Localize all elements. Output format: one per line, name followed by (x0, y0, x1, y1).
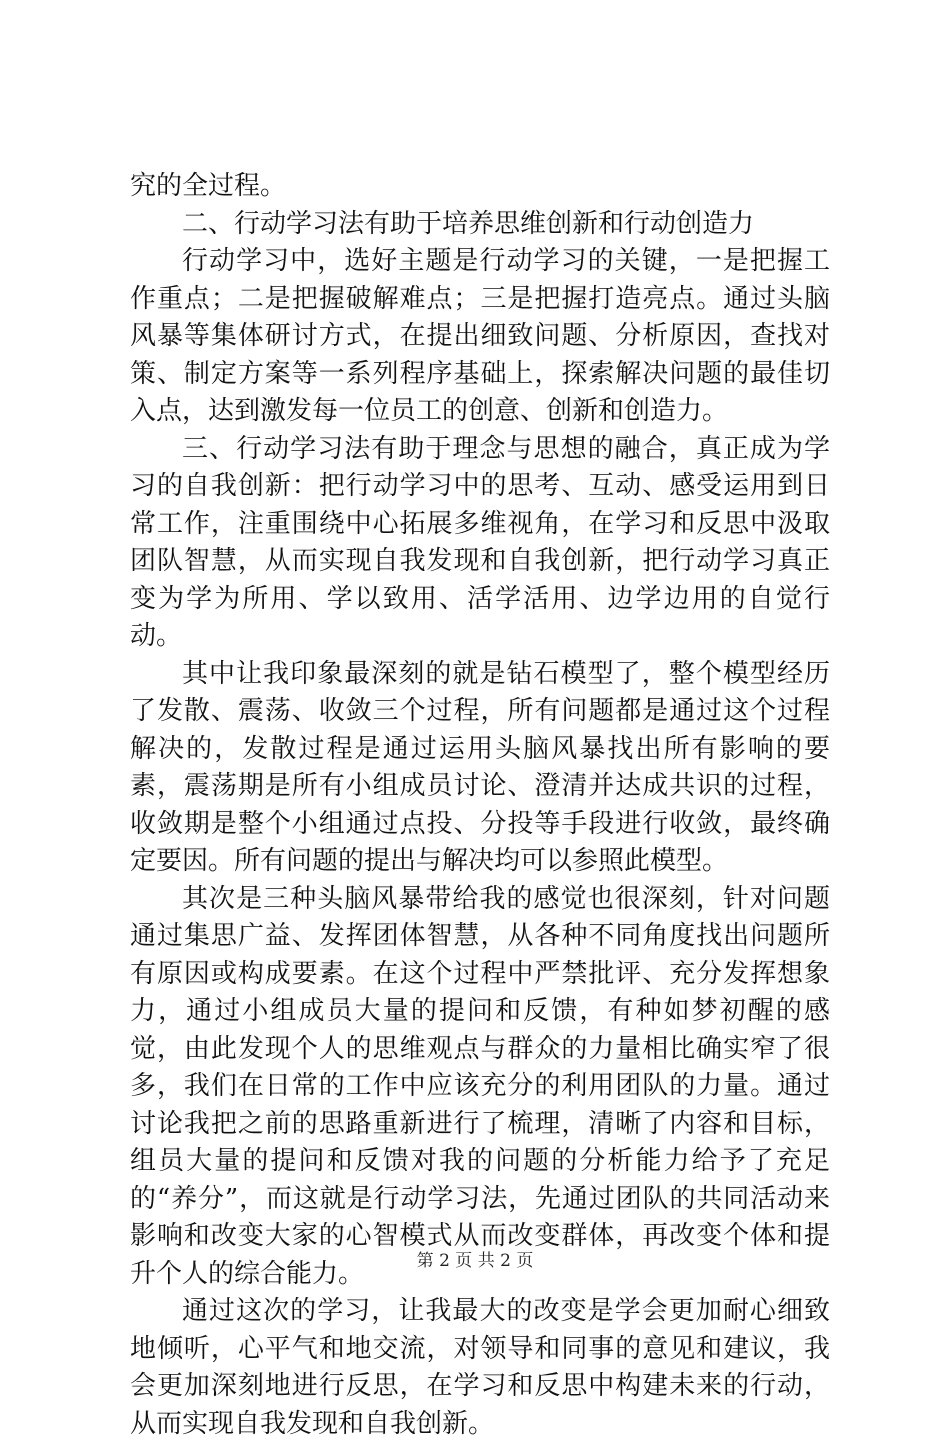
section-heading-2: 二、行动学习法有助于培养思维创新和行动创造力 (182, 208, 755, 239)
paragraph-brainstorming: 其次是三种头脑风暴带给我的感觉也很深刻，针对问题通过集思广益、发挥团体智慧，从各种不同角度找出问题所有原因或构成要素。在这个过程中严禁批评、充分发挥想象力，通过小组成员大量的提问和反馈，有种如梦初醒的感觉，由此发现个人的思维观点与群众的力量相比确实窄了很多，我们在日常的工作中应该充分的利用团队的力量。通过讨论我把之前的思路重新进行了梳理，清晰了内容和目标，组员大量的提问和反馈对我的问题的分析能力给予了充足的“养分”，而这就是行动学习法，先通过团队的共同活动来影响和改变大家的心智模式从而改变群体，再改变个体和提升个人的综合能力。 (130, 883, 830, 1289)
paragraph-action-learning-topic: 行动学习中，选好主题是行动学习的关键，一是把握工作重点；二是把握破解难点；三是把握打造亮点。通过头脑风暴等集体研讨方式，在提出细致问题、分析原因，查找对策、制定方案等一系列程序基础上，探索解决问题的最佳切入点，达到激发每一位员工的创意、创新和创造力。 (130, 246, 830, 426)
paragraph-continued: 究的全过程。 (130, 171, 287, 201)
page-footer: 第 2 页 共 2 页 (416, 1251, 534, 1271)
paragraph-diamond-model: 其中让我印象最深刻的就是钻石模型了，整个模型经历了发散、震荡、收敛三个过程，所有问题都是通过这个过程解决的，发散过程是通过运用头脑风暴找出所有影响的要素，震荡期是所有小组成员讨论、澄清并达成共识的过程，收敛期是整个小组通过点投、分投等手段进行收敛，最终确定要因。所有问题的提出与解决均可以参照此模型。 (130, 658, 830, 876)
paragraph-conclusion: 通过这次的学习，让我最大的改变是学会更加耐心细致地倾听，心平气和地交流，对领导和同事的意见和建议，我会更加深刻地进行反思，在学习和反思中构建未来的行动，从而实现自我发现和自我创新。 (130, 1296, 830, 1439)
section-heading-3-paragraph: 三、行动学习法有助于理念与思想的融合，真正成为学习的自我创新：把行动学习中的思考、互动、感受运用到日常工作，注重围绕中心拓展多维视角，在学习和反思中汲取团队智慧，从而实现自我发现和自我创新，把行动学习真正变为学为所用、学以致用、活学活用、边学边用的自觉行动。 (130, 433, 830, 651)
